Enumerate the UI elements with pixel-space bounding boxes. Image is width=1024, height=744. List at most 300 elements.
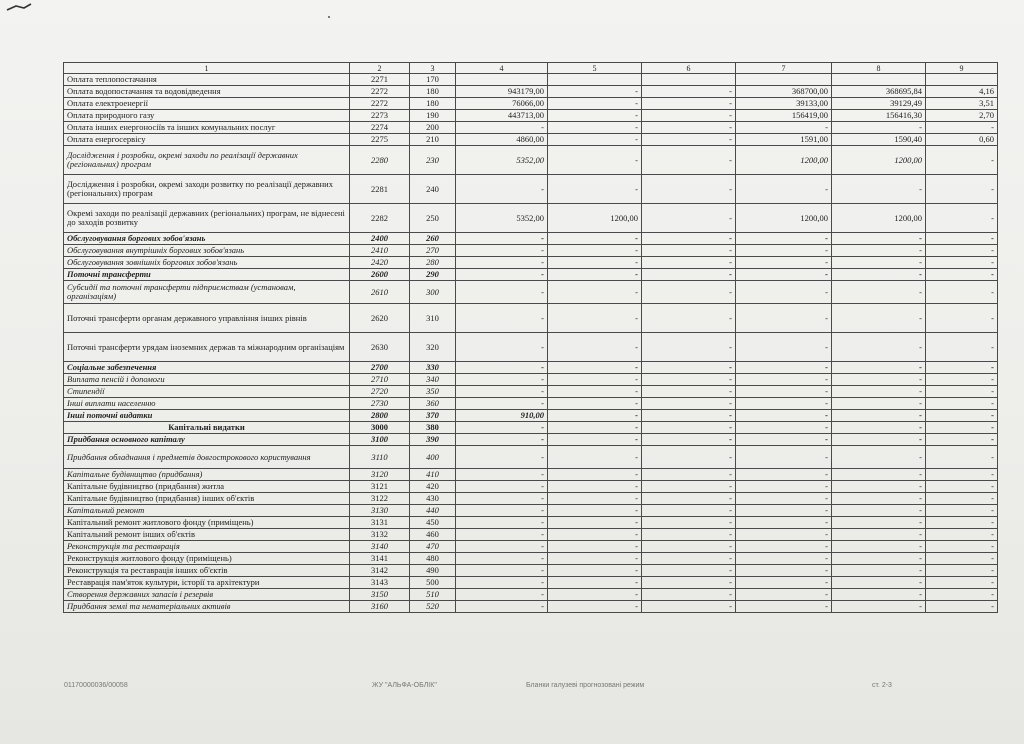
table-row xyxy=(64,281,998,304)
cell-col-8: - xyxy=(832,493,926,505)
table-row xyxy=(64,269,998,281)
row-name: Інші поточні видатки xyxy=(64,410,350,422)
cell-col-7: 39133,00 xyxy=(736,98,832,110)
cell-col-5: - xyxy=(548,434,642,446)
cell-col-8: - xyxy=(832,281,926,304)
cell-col-7: - xyxy=(736,233,832,245)
cell-col-7: - xyxy=(736,469,832,481)
cell-col-8: - xyxy=(832,386,926,398)
row-line-number: 410 xyxy=(410,469,456,481)
cell-col-5: - xyxy=(548,175,642,204)
row-code: 2610 xyxy=(350,281,410,304)
cell-col-4: 76066,00 xyxy=(456,98,548,110)
table-row xyxy=(64,245,998,257)
row-name: Капітальний ремонт інших об'єктів xyxy=(64,529,350,541)
row-line-number: 420 xyxy=(410,481,456,493)
cell-col-6: - xyxy=(642,493,736,505)
row-line-number: 390 xyxy=(410,434,456,446)
cell-col-4: - xyxy=(456,245,548,257)
cell-col-7: - xyxy=(736,175,832,204)
cell-col-9: - xyxy=(926,446,998,469)
table-row xyxy=(64,505,998,517)
cell-col-8: - xyxy=(832,333,926,362)
table-row xyxy=(64,98,998,110)
cell-col-5: - xyxy=(548,517,642,529)
cell-col-8: - xyxy=(832,362,926,374)
row-name: Оплата електроенергії xyxy=(64,98,350,110)
row-line-number: 190 xyxy=(410,110,456,122)
cell-col-5: - xyxy=(548,541,642,553)
row-line-number: 290 xyxy=(410,269,456,281)
row-code: 3130 xyxy=(350,505,410,517)
cell-col-7: 1200,00 xyxy=(736,146,832,175)
cell-col-8: - xyxy=(832,446,926,469)
cell-col-4: - xyxy=(456,493,548,505)
cell-col-7: - xyxy=(736,577,832,589)
cell-col-4: - xyxy=(456,589,548,601)
cell-col-7: 156419,00 xyxy=(736,110,832,122)
cell-col-8: - xyxy=(832,304,926,333)
cell-col-8: - xyxy=(832,565,926,577)
table-row xyxy=(64,233,998,245)
cell-col-8: - xyxy=(832,481,926,493)
table-row xyxy=(64,493,998,505)
table-row xyxy=(64,577,998,589)
row-name: Оплата теплопостачання xyxy=(64,74,350,86)
cell-col-4: - xyxy=(456,386,548,398)
column-number: 6 xyxy=(642,63,736,74)
cell-col-5: - xyxy=(548,98,642,110)
cell-col-8: - xyxy=(832,601,926,613)
cell-col-7: - xyxy=(736,122,832,134)
cell-col-6: - xyxy=(642,86,736,98)
row-code: 3131 xyxy=(350,517,410,529)
row-code: 2280 xyxy=(350,146,410,175)
cell-col-8: 39129,49 xyxy=(832,98,926,110)
row-line-number: 490 xyxy=(410,565,456,577)
row-name: Створення державних запасів і резервів xyxy=(64,589,350,601)
row-name: Реставрація пам'яток культури, історії та архітектури xyxy=(64,577,350,589)
row-name: Реконструкція та реставрація xyxy=(64,541,350,553)
table-row xyxy=(64,257,998,269)
row-line-number: 470 xyxy=(410,541,456,553)
row-line-number: 300 xyxy=(410,281,456,304)
cell-col-9: - xyxy=(926,281,998,304)
row-code: 3140 xyxy=(350,541,410,553)
cell-col-8: - xyxy=(832,233,926,245)
row-code: 3160 xyxy=(350,601,410,613)
table-row xyxy=(64,362,998,374)
row-code: 2600 xyxy=(350,269,410,281)
cell-col-5: - xyxy=(548,146,642,175)
cell-col-4: - xyxy=(456,446,548,469)
cell-col-4: - xyxy=(456,175,548,204)
cell-col-6: - xyxy=(642,422,736,434)
table-row xyxy=(64,529,998,541)
row-code: 2710 xyxy=(350,374,410,386)
cell-col-9: - xyxy=(926,204,998,233)
cell-col-9: - xyxy=(926,146,998,175)
cell-col-8: - xyxy=(832,505,926,517)
row-code: 3122 xyxy=(350,493,410,505)
row-name: Окремі заходи по реалізації державних (регіональних) програм, не віднесені до заходів розвитку xyxy=(64,204,350,233)
cell-col-7: - xyxy=(736,553,832,565)
row-line-number: 480 xyxy=(410,553,456,565)
row-code: 2420 xyxy=(350,257,410,269)
cell-col-7: - xyxy=(736,434,832,446)
cell-col-9: - xyxy=(926,122,998,134)
cell-col-7: - xyxy=(736,493,832,505)
cell-col-6: - xyxy=(642,134,736,146)
cell-col-5: - xyxy=(548,505,642,517)
table-row xyxy=(64,134,998,146)
table-row xyxy=(64,541,998,553)
cell-col-7: - xyxy=(736,422,832,434)
row-code: 3100 xyxy=(350,434,410,446)
cell-col-6: - xyxy=(642,553,736,565)
cell-col-5: - xyxy=(548,281,642,304)
column-number: 2 xyxy=(350,63,410,74)
cell-col-9: - xyxy=(926,541,998,553)
row-name: Субсидії та поточні трансферти підприємствам (установам, організаціям) xyxy=(64,281,350,304)
row-line-number: 240 xyxy=(410,175,456,204)
cell-col-6: - xyxy=(642,505,736,517)
cell-col-5: - xyxy=(548,86,642,98)
cell-col-7: - xyxy=(736,398,832,410)
row-name: Капітальні видатки xyxy=(64,422,350,434)
cell-col-4: - xyxy=(456,553,548,565)
cell-col-4: - xyxy=(456,505,548,517)
cell-col-5: - xyxy=(548,386,642,398)
cell-col-6: - xyxy=(642,386,736,398)
cell-col-7: - xyxy=(736,517,832,529)
row-code: 2271 xyxy=(350,74,410,86)
cell-col-6: - xyxy=(642,529,736,541)
cell-col-9: - xyxy=(926,304,998,333)
cell-col-9: - xyxy=(926,601,998,613)
cell-col-7: - xyxy=(736,505,832,517)
table-row xyxy=(64,565,998,577)
cell-col-5: - xyxy=(548,422,642,434)
cell-col-9: - xyxy=(926,386,998,398)
cell-col-9: - xyxy=(926,517,998,529)
footer-page: ст. 2-3 xyxy=(872,682,892,689)
table-row xyxy=(64,589,998,601)
column-number: 5 xyxy=(548,63,642,74)
row-name: Дослідження і розробки, окремі заходи розвитку по реалізації державних (регіональних) програм xyxy=(64,175,350,204)
cell-col-9: 2,70 xyxy=(926,110,998,122)
cell-col-6: - xyxy=(642,601,736,613)
cell-col-6: - xyxy=(642,304,736,333)
cell-col-4: - xyxy=(456,577,548,589)
cell-col-6: - xyxy=(642,175,736,204)
row-line-number: 450 xyxy=(410,517,456,529)
column-number-row xyxy=(64,63,998,74)
cell-col-6: - xyxy=(642,469,736,481)
row-line-number: 310 xyxy=(410,304,456,333)
cell-col-7: 1591,00 xyxy=(736,134,832,146)
cell-col-9: - xyxy=(926,269,998,281)
cell-col-4: - xyxy=(456,529,548,541)
row-code: 2273 xyxy=(350,110,410,122)
cell-col-4: 5352,00 xyxy=(456,204,548,233)
row-line-number: 510 xyxy=(410,589,456,601)
row-code: 2274 xyxy=(350,122,410,134)
cell-col-9: - xyxy=(926,410,998,422)
cell-col-6 xyxy=(642,74,736,86)
cell-col-5: - xyxy=(548,410,642,422)
cell-col-4: - xyxy=(456,233,548,245)
row-name: Соціальне забезпечення xyxy=(64,362,350,374)
table-row xyxy=(64,374,998,386)
cell-col-5: - xyxy=(548,601,642,613)
cell-col-7 xyxy=(736,74,832,86)
row-code: 2282 xyxy=(350,204,410,233)
cell-col-4: - xyxy=(456,362,548,374)
table-row xyxy=(64,110,998,122)
cell-col-5: - xyxy=(548,481,642,493)
cell-col-8: - xyxy=(832,577,926,589)
cell-col-9: - xyxy=(926,565,998,577)
cell-col-8: - xyxy=(832,541,926,553)
cell-col-8: - xyxy=(832,529,926,541)
cell-col-8: - xyxy=(832,589,926,601)
table-row xyxy=(64,398,998,410)
row-name: Оплата водопостачання та водовідведення xyxy=(64,86,350,98)
cell-col-6: - xyxy=(642,146,736,175)
row-name: Поточні трансферти урядам іноземних держав та міжнародним організаціям xyxy=(64,333,350,362)
cell-col-9: - xyxy=(926,493,998,505)
table-row xyxy=(64,410,998,422)
cell-col-6: - xyxy=(642,333,736,362)
cell-col-6: - xyxy=(642,446,736,469)
row-line-number: 320 xyxy=(410,333,456,362)
cell-col-7: - xyxy=(736,257,832,269)
cell-col-7: 368700,00 xyxy=(736,86,832,98)
row-code: 2620 xyxy=(350,304,410,333)
row-line-number: 230 xyxy=(410,146,456,175)
row-code: 3142 xyxy=(350,565,410,577)
row-name: Капітальне будівництво (придбання) інших об'єктів xyxy=(64,493,350,505)
cell-col-4: - xyxy=(456,469,548,481)
cell-col-8: - xyxy=(832,122,926,134)
cell-col-9: - xyxy=(926,245,998,257)
cell-col-5: - xyxy=(548,134,642,146)
column-number: 1 xyxy=(64,63,350,74)
cell-col-9: - xyxy=(926,333,998,362)
cell-col-4: - xyxy=(456,422,548,434)
cell-col-9: 4,16 xyxy=(926,86,998,98)
row-name: Капітальне будівництво (придбання) xyxy=(64,469,350,481)
cell-col-9: - xyxy=(926,481,998,493)
cell-col-4: 4860,00 xyxy=(456,134,548,146)
row-line-number: 370 xyxy=(410,410,456,422)
row-name: Оплата природного газу xyxy=(64,110,350,122)
table-row xyxy=(64,517,998,529)
cell-col-9: - xyxy=(926,374,998,386)
row-code: 3150 xyxy=(350,589,410,601)
cell-col-5: - xyxy=(548,233,642,245)
row-code: 2272 xyxy=(350,98,410,110)
row-line-number: 460 xyxy=(410,529,456,541)
cell-col-6: - xyxy=(642,98,736,110)
row-line-number: 500 xyxy=(410,577,456,589)
cell-col-8: - xyxy=(832,257,926,269)
cell-col-8: - xyxy=(832,517,926,529)
cell-col-5: - xyxy=(548,529,642,541)
cell-col-9: - xyxy=(926,175,998,204)
row-code: 2281 xyxy=(350,175,410,204)
cell-col-7: - xyxy=(736,481,832,493)
cell-col-6: - xyxy=(642,481,736,493)
table-row xyxy=(64,481,998,493)
cell-col-6: - xyxy=(642,257,736,269)
cell-col-4: 443713,00 xyxy=(456,110,548,122)
column-number: 9 xyxy=(926,63,998,74)
cell-col-9: - xyxy=(926,398,998,410)
row-line-number: 280 xyxy=(410,257,456,269)
cell-col-9: 0,60 xyxy=(926,134,998,146)
cell-col-9: - xyxy=(926,434,998,446)
cell-col-5: - xyxy=(548,362,642,374)
cell-col-5: - xyxy=(548,446,642,469)
row-line-number: 400 xyxy=(410,446,456,469)
cell-col-7: 1200,00 xyxy=(736,204,832,233)
cell-col-4: 910,00 xyxy=(456,410,548,422)
cell-col-7: - xyxy=(736,374,832,386)
cell-col-9: - xyxy=(926,577,998,589)
cell-col-7: - xyxy=(736,245,832,257)
cell-col-8: 1590,40 xyxy=(832,134,926,146)
cell-col-9: - xyxy=(926,257,998,269)
row-name: Оплата енергосервісу xyxy=(64,134,350,146)
corner-scribble xyxy=(6,2,32,12)
row-name: Оплата інших енергоносіїв та інших комунальних послуг xyxy=(64,122,350,134)
cell-col-5: - xyxy=(548,565,642,577)
row-code: 2720 xyxy=(350,386,410,398)
cell-col-7: - xyxy=(736,565,832,577)
row-line-number: 380 xyxy=(410,422,456,434)
cell-col-8: - xyxy=(832,410,926,422)
cell-col-5: - xyxy=(548,553,642,565)
cell-col-7: - xyxy=(736,362,832,374)
row-line-number: 210 xyxy=(410,134,456,146)
row-line-number: 350 xyxy=(410,386,456,398)
cell-col-5: - xyxy=(548,374,642,386)
table-row xyxy=(64,601,998,613)
row-name: Придбання обладнання і предметів довгострокового користування xyxy=(64,446,350,469)
row-name: Інші виплати населенню xyxy=(64,398,350,410)
footer-note: Бланки галузеві прогнозовані режим xyxy=(526,682,645,689)
cell-col-5: 1200,00 xyxy=(548,204,642,233)
cell-col-6: - xyxy=(642,204,736,233)
cell-col-9: - xyxy=(926,529,998,541)
table-row xyxy=(64,204,998,233)
cell-col-8: 1200,00 xyxy=(832,204,926,233)
row-line-number: 340 xyxy=(410,374,456,386)
cell-col-9: - xyxy=(926,505,998,517)
row-name: Обслуговування внутрішніх боргових зобов'язань xyxy=(64,245,350,257)
column-number: 3 xyxy=(410,63,456,74)
row-code: 2410 xyxy=(350,245,410,257)
row-code: 3132 xyxy=(350,529,410,541)
cell-col-6: - xyxy=(642,577,736,589)
cell-col-4: - xyxy=(456,541,548,553)
cell-col-8: 368695,84 xyxy=(832,86,926,98)
cell-col-7: - xyxy=(736,446,832,469)
row-name: Обслуговування зовнішніх боргових зобов'язань xyxy=(64,257,350,269)
column-number: 8 xyxy=(832,63,926,74)
cell-col-6: - xyxy=(642,589,736,601)
cell-col-9: 3,51 xyxy=(926,98,998,110)
cell-col-8: - xyxy=(832,374,926,386)
row-name: Реконструкція житлового фонду (приміщень) xyxy=(64,553,350,565)
cell-col-4: 5352,00 xyxy=(456,146,548,175)
row-name: Капітальний ремонт житлового фонду (приміщень) xyxy=(64,517,350,529)
cell-col-4: - xyxy=(456,374,548,386)
cell-col-7: - xyxy=(736,601,832,613)
row-name: Придбання основного капіталу xyxy=(64,434,350,446)
table-row xyxy=(64,122,998,134)
cell-col-9: - xyxy=(926,362,998,374)
row-name: Капітальне будівництво (придбання) житла xyxy=(64,481,350,493)
cell-col-4: - xyxy=(456,481,548,493)
cell-col-4: 943179,00 xyxy=(456,86,548,98)
cell-col-6: - xyxy=(642,541,736,553)
table-row xyxy=(64,74,998,86)
budget-expense-table xyxy=(63,62,998,613)
row-name: Придбання землі та нематеріальних активів xyxy=(64,601,350,613)
row-line-number: 200 xyxy=(410,122,456,134)
cell-col-7: - xyxy=(736,410,832,422)
cell-col-6: - xyxy=(642,565,736,577)
row-name: Виплата пенсій і допомоги xyxy=(64,374,350,386)
cell-col-8: - xyxy=(832,469,926,481)
cell-col-8: - xyxy=(832,269,926,281)
row-line-number: 170 xyxy=(410,74,456,86)
table-row xyxy=(64,553,998,565)
cell-col-5: - xyxy=(548,469,642,481)
table-row xyxy=(64,86,998,98)
column-number: 4 xyxy=(456,63,548,74)
table-row xyxy=(64,434,998,446)
cell-col-6: - xyxy=(642,245,736,257)
table-row xyxy=(64,304,998,333)
row-code: 3121 xyxy=(350,481,410,493)
cell-col-7: - xyxy=(736,386,832,398)
row-code: 3143 xyxy=(350,577,410,589)
cell-col-4: - xyxy=(456,122,548,134)
cell-col-9 xyxy=(926,74,998,86)
cell-col-9: - xyxy=(926,233,998,245)
cell-col-6: - xyxy=(642,434,736,446)
column-number: 7 xyxy=(736,63,832,74)
row-line-number: 260 xyxy=(410,233,456,245)
row-code: 3000 xyxy=(350,422,410,434)
row-line-number: 360 xyxy=(410,398,456,410)
table-row xyxy=(64,422,998,434)
cell-col-6: - xyxy=(642,362,736,374)
cell-col-4: - xyxy=(456,434,548,446)
cell-col-5: - xyxy=(548,493,642,505)
scan-speck xyxy=(328,16,330,18)
table-row xyxy=(64,146,998,175)
row-code: 2800 xyxy=(350,410,410,422)
cell-col-5: - xyxy=(548,589,642,601)
cell-col-9: - xyxy=(926,589,998,601)
row-name: Обслуговування боргових зобов'язань xyxy=(64,233,350,245)
cell-col-4: - xyxy=(456,304,548,333)
